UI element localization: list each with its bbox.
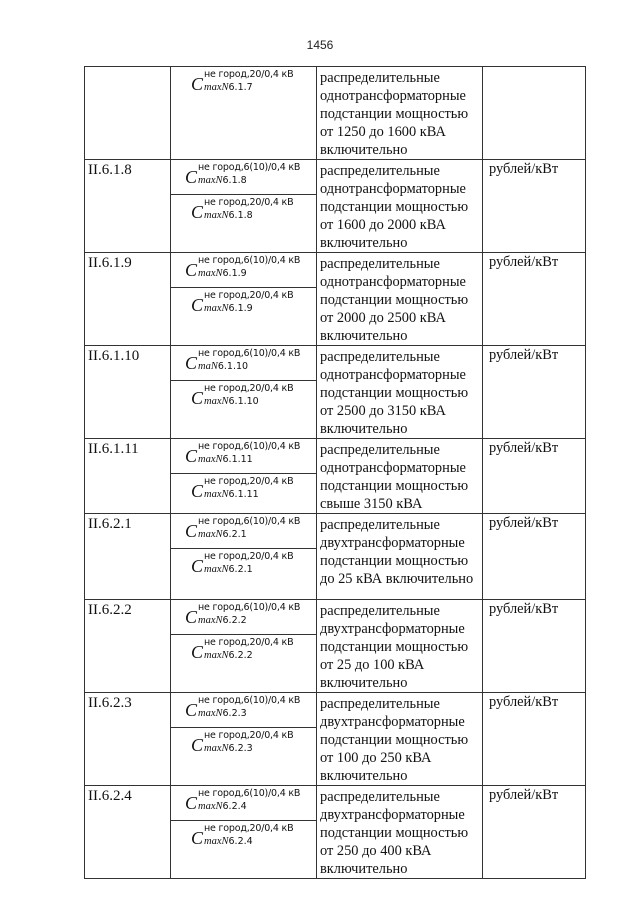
unit-of-measure <box>483 67 586 160</box>
formula-superscript: не город,20/0,4 кВ <box>204 290 294 301</box>
tariff-row <box>85 253 586 346</box>
formula-subscript <box>204 396 259 407</box>
substation-description: распределительные двухтрансформаторные подстанции мощностью от 25 до 100 кВА включительно <box>317 600 483 693</box>
formula-symbol: C <box>191 74 204 94</box>
formula-subscript-text: maxN <box>204 743 229 754</box>
formula-subscript <box>198 454 253 465</box>
formula-symbol: C <box>191 828 204 848</box>
formula-cell <box>171 253 317 346</box>
formula-subscript-text: maxN <box>198 454 223 465</box>
formula-subscript-text: maxN <box>198 801 223 812</box>
formula-superscript: не город,20/0,4 кВ <box>204 823 294 834</box>
formula-superscript: не город,6(10)/0,4 кВ <box>198 516 301 527</box>
formula-subscript <box>204 564 253 575</box>
tariff-row <box>85 514 586 600</box>
formula-symbol: C <box>191 388 204 408</box>
item-code: II.6.1.9 <box>85 253 171 346</box>
formula-subscript <box>198 529 247 540</box>
formula-subscript <box>198 708 247 719</box>
formula-symbol: C <box>185 607 198 627</box>
formula-subscript <box>198 268 247 279</box>
formula-superscript: не город,6(10)/0,4 кВ <box>198 695 301 706</box>
item-code: II.6.2.1 <box>85 514 171 600</box>
formula-subscript-number: 6.1.11 <box>222 454 253 465</box>
formula-subscript-number: 6.2.2 <box>228 650 253 661</box>
formula-superscript: не город,6(10)/0,4 кВ <box>198 788 301 799</box>
formula-subscript <box>198 801 247 812</box>
item-code: II.6.2.3 <box>85 693 171 786</box>
tariff-row <box>85 160 586 253</box>
formula-subscript-number: 6.1.8 <box>228 210 253 221</box>
formula-symbol: C <box>185 793 198 813</box>
formula-subscript <box>204 82 253 93</box>
formula-superscript: не город,6(10)/0,4 кВ <box>198 602 301 613</box>
item-code: II.6.2.4 <box>85 786 171 879</box>
formula-cell <box>171 600 317 693</box>
substation-description: распределительные однотрансформаторные подстанции мощностью свыше 3150 кВА <box>317 439 483 514</box>
rate-formula <box>171 727 316 762</box>
formula-subscript <box>204 650 253 661</box>
formula-subscript <box>198 175 247 186</box>
formula-superscript: не город,6(10)/0,4 кВ <box>198 255 301 266</box>
formula-subscript <box>204 303 253 314</box>
substation-description: распределительные однотрансформаторные подстанции мощностью от 2000 до 2500 кВА включительно <box>317 253 483 346</box>
unit-of-measure: рублей/кВт <box>483 600 586 693</box>
formula-subscript-number: 6.1.9 <box>222 268 247 279</box>
formula-cell <box>171 346 317 439</box>
formula-subscript <box>204 836 253 847</box>
formula-superscript: не город,6(10)/0,4 кВ <box>198 441 301 452</box>
tariff-table <box>84 66 586 879</box>
rate-formula <box>171 439 316 473</box>
rate-formula <box>171 380 316 415</box>
substation-description: распределительные двухтрансформаторные подстанции мощностью от 100 до 250 кВА включительно <box>317 693 483 786</box>
formula-symbol: C <box>185 700 198 720</box>
formula-superscript: не город,6(10)/0,4 кВ <box>198 348 301 359</box>
formula-subscript <box>204 489 259 500</box>
formula-cell <box>171 786 317 879</box>
item-code <box>85 67 171 160</box>
unit-of-measure: рублей/кВт <box>483 253 586 346</box>
rate-formula <box>171 634 316 669</box>
rate-formula <box>171 786 316 820</box>
unit-of-measure: рублей/кВт <box>483 786 586 879</box>
unit-of-measure: рублей/кВт <box>483 514 586 600</box>
formula-symbol: C <box>185 260 198 280</box>
formula-superscript: не город,6(10)/0,4 кВ <box>198 162 301 173</box>
formula-subscript-text: maxN <box>204 396 229 407</box>
formula-subscript-text: maxN <box>204 836 229 847</box>
unit-of-measure: рублей/кВт <box>483 439 586 514</box>
formula-subscript-text: maxN <box>204 650 229 661</box>
formula-subscript-text: maxN <box>198 268 223 279</box>
tariff-row <box>85 439 586 514</box>
formula-symbol: C <box>191 295 204 315</box>
formula-cell <box>171 439 317 514</box>
formula-subscript-text: maxN <box>198 529 223 540</box>
formula-symbol: C <box>191 481 204 501</box>
formula-subscript-text: maxN <box>198 615 223 626</box>
rate-formula <box>171 600 316 634</box>
rate-formula <box>171 67 316 101</box>
tariff-row <box>85 346 586 439</box>
formula-superscript: не город,20/0,4 кВ <box>204 637 294 648</box>
formula-subscript-number: 6.1.10 <box>217 361 249 372</box>
formula-subscript-text: maxN <box>204 210 229 221</box>
rate-formula <box>171 548 316 583</box>
formula-subscript-text: maxN <box>204 564 229 575</box>
substation-description: распределительные однотрансформаторные подстанции мощностью от 2500 до 3150 кВА включительно <box>317 346 483 439</box>
formula-subscript-number: 6.2.3 <box>222 708 247 719</box>
formula-subscript-number: 6.2.4 <box>222 801 247 812</box>
formula-subscript-number: 6.2.1 <box>222 529 247 540</box>
formula-subscript <box>198 615 247 626</box>
formula-symbol: C <box>185 521 198 541</box>
rate-formula <box>171 253 316 287</box>
formula-subscript-number: 6.1.8 <box>222 175 247 186</box>
rate-formula <box>171 346 316 380</box>
formula-subscript-text: maxN <box>204 82 229 93</box>
tariff-row <box>85 693 586 786</box>
formula-superscript: не город,20/0,4 кВ <box>204 69 294 80</box>
formula-subscript-text: maxN <box>204 303 229 314</box>
formula-subscript-number: 6.2.4 <box>228 836 253 847</box>
formula-subscript-number: 6.2.1 <box>228 564 253 575</box>
rate-formula <box>171 473 316 508</box>
formula-subscript-text: maxN <box>198 175 223 186</box>
item-code: II.6.1.11 <box>85 439 171 514</box>
tariff-table-body <box>85 67 586 879</box>
formula-symbol: C <box>191 556 204 576</box>
rate-formula <box>171 820 316 855</box>
formula-symbol: C <box>185 446 198 466</box>
formula-subscript-number: 6.1.9 <box>228 303 253 314</box>
unit-of-measure: рублей/кВт <box>483 160 586 253</box>
formula-symbol: C <box>185 353 198 373</box>
formula-symbol: C <box>191 202 204 222</box>
formula-cell <box>171 67 317 160</box>
formula-subscript <box>204 210 253 221</box>
rate-formula <box>171 514 316 548</box>
formula-subscript-text: maxN <box>198 708 223 719</box>
formula-superscript: не город,20/0,4 кВ <box>204 197 294 208</box>
formula-subscript-number: 6.2.2 <box>222 615 247 626</box>
tariff-row <box>85 600 586 693</box>
tariff-row <box>85 786 586 879</box>
formula-cell <box>171 693 317 786</box>
item-code: II.6.1.8 <box>85 160 171 253</box>
formula-cell <box>171 514 317 600</box>
item-code: II.6.2.2 <box>85 600 171 693</box>
tariff-row <box>85 67 586 160</box>
unit-of-measure: рублей/кВт <box>483 346 586 439</box>
formula-cell <box>171 160 317 253</box>
item-code: II.6.1.10 <box>85 346 171 439</box>
substation-description: распределительные однотрансформаторные подстанции мощностью от 1600 до 2000 кВА включительно <box>317 160 483 253</box>
unit-of-measure: рублей/кВт <box>483 693 586 786</box>
substation-description: распределительные однотрансформаторные подстанции мощностью от 1250 до 1600 кВА включительно <box>317 67 483 160</box>
formula-superscript: не город,20/0,4 кВ <box>204 551 294 562</box>
formula-subscript <box>204 743 253 754</box>
formula-subscript-text: maxN <box>204 489 229 500</box>
formula-symbol: C <box>191 735 204 755</box>
substation-description: распределительные двухтрансформаторные подстанции мощностью до 25 кВА включительно <box>317 514 483 600</box>
page-number: 1456 <box>306 38 334 52</box>
rate-formula <box>171 287 316 322</box>
formula-subscript <box>198 361 248 372</box>
formula-symbol: C <box>191 642 204 662</box>
rate-formula <box>171 693 316 727</box>
formula-subscript-number: 6.2.3 <box>228 743 253 754</box>
rate-formula <box>171 160 316 194</box>
formula-superscript: не город,20/0,4 кВ <box>204 730 294 741</box>
formula-subscript-number: 6.1.7 <box>228 82 253 93</box>
formula-superscript: не город,20/0,4 кВ <box>204 476 294 487</box>
rate-formula <box>171 194 316 229</box>
formula-superscript: не город,20/0,4 кВ <box>204 383 294 394</box>
formula-subscript-number: 6.1.10 <box>228 396 259 407</box>
substation-description: распределительные двухтрансформаторные подстанции мощностью от 250 до 400 кВА включительно <box>317 786 483 879</box>
formula-subscript-number: 6.1.11 <box>228 489 259 500</box>
formula-subscript-text: maN <box>198 361 218 372</box>
formula-symbol: C <box>185 167 198 187</box>
